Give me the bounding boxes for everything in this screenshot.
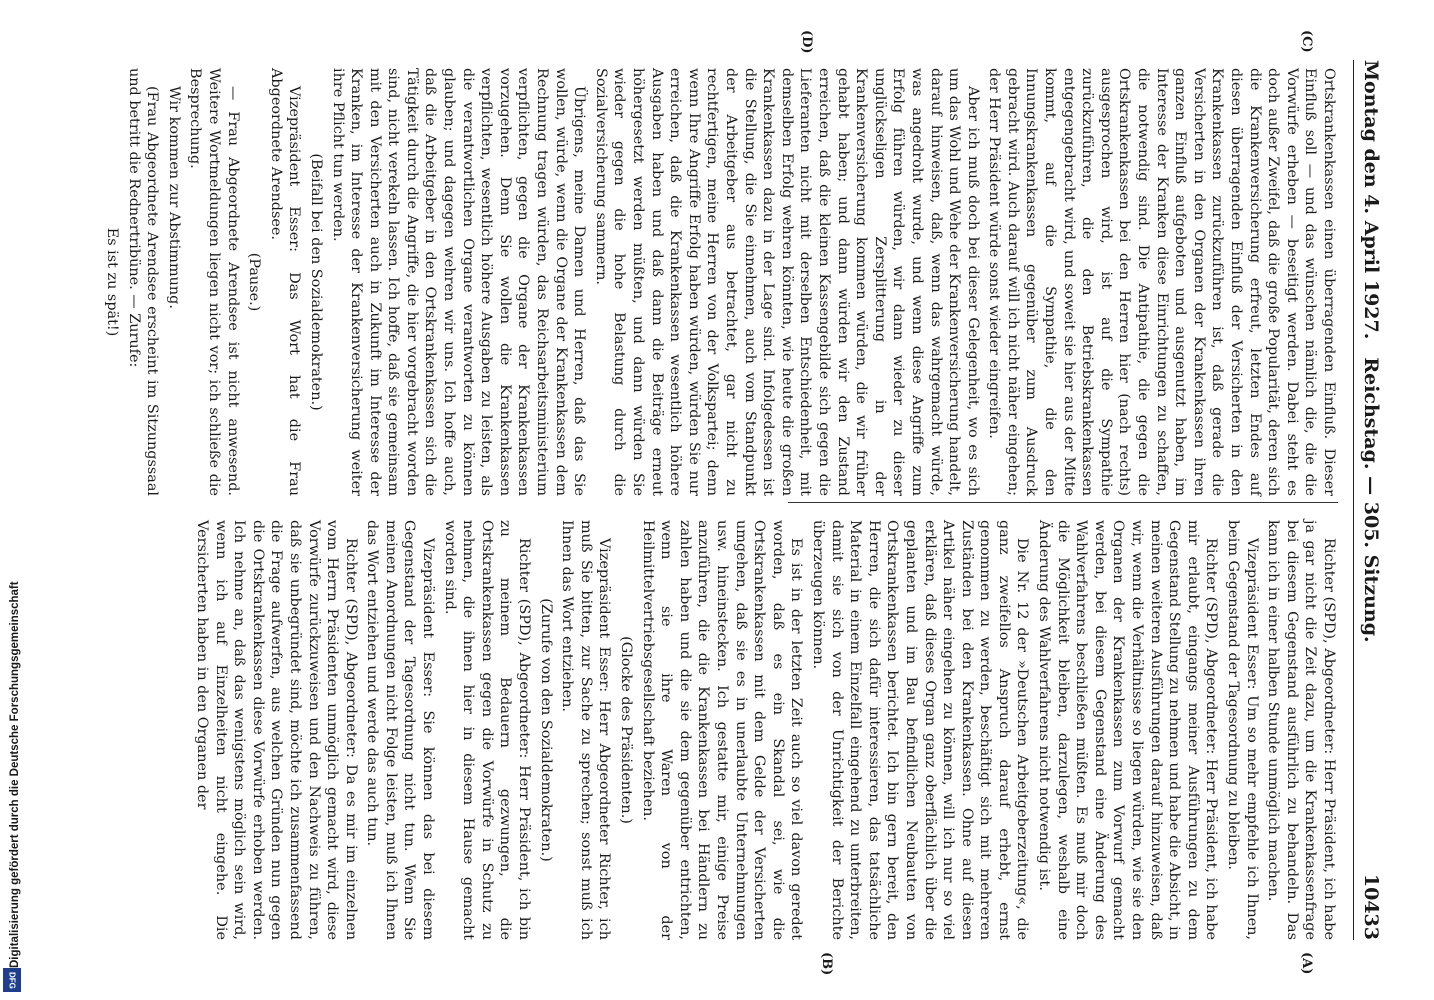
interjection: (Zurufe von den Sozialdemokraten.)	[537, 598, 554, 862]
paragraph: Richter (SPD), Abgeordneter: Da es mir im einzelnen vom Herrn Präsidenten unmöglich gemacht wird, diese Vorwürfe zurückzuweisen und den Nachweis zu führen, daß sie unbegründet sind, möchte ich zusammenfassend die Frage aufwerfen, aus welchen Gründen nun gegen die Ortskrankenkassen diese Vorwürfe erhoben werden. Ich nehme an, daß das wenigstens möglich sein wird, wenn ich auf Einzelheiten nicht eingehe. Die Versicherten haben in den Organen der	[193, 520, 359, 940]
column-left-text	[189, 520, 1338, 940]
margin-marker-a: (A)	[1299, 952, 1314, 975]
paragraph: Übrigens, meine Damen und Herren, daß das Sie wollen, würde, wenn die Organe der Krankenkassen dem Rechnung tragen würden, das Reichsarbeitsministerium verpflichten, gegen die Organe der Krankenkassen vorzugehen. Denn Sie wollen die Krankenkassen verpflichten, wesentlich höhere Ausgaben zu leisten, als die verantwortlichen Organe verantworten zu können glauben; und dagegen wehren wir uns. Ich hoffe auch, daß die Arbeitgeber in den Ortskrankenkassen sich die Tätigkeit durch die Angriffe, die hier vorgebracht worden sind, nicht verekeln lassen. Ich hoffe, daß sie gemeinsam mit den Versicherten auch in Zukunft im Interesse der Kranken, im Interesse der Krankenversicherung weiter ihre Pflicht tun werden.	[329, 68, 588, 496]
column-divider	[788, 502, 1338, 503]
header-page-right: 10433	[1360, 873, 1382, 940]
margin-marker-c: (C)	[1299, 30, 1314, 53]
interjection: (Pause.)	[246, 252, 263, 312]
digitization-note: Digitalisierung gefördert durch die Deutsche Forschungsgemeinschaft	[9, 581, 21, 968]
paragraph: Die Nr. 12 der »Deutschen Arbeitgeberzeitung«, die ganz zweifellos Anspruch darauf erhebt, ernst genommen zu werden, beschäftigt sich mit mehreren Zuständen bei den Krankenkassen. Ohne auf diesen Artikel näher eingehen zu können, will ich nur so viel erklären, daß dieses Organ ganz oberflächlich über die geplanten und im Bau befindlichen Neubauten von Ortskrankenkassen berichtet. Ich bin gern bereit, den Herren, die sich dafür interessieren, das tatsächliche Material in einem Einzelfall eingehend zu unterbreiten, damit sie sich von der Unrichtigkeit der Berichte überzeugen können.	[809, 520, 1031, 940]
paragraph: Ortskrankenkassen einen überragenden Einfluß. Dieser Einfluß soll — und das wünschen nämlich die, die die Vorwürfe erheben — beseitigt werden. Dabei steht es doch außer Zweifel, daß die große Popularität, deren sich die Krankenversicherung erfreut, letzten Endes auf diesen überragenden Einfluß der Versicherten in den Krankenkassen zurückzuführen ist, daß gerade die Versicherten in den Organen der Krankenkassen ihren ganzen Einfluß aufgeboten und ausgenutzt haben, im Interesse der Kranken diese Einrichtungen zu schaffen, die notwendig sind. Die Antipathie, die gegen die Ortskrankenkassen bei den Herren hier (nach rechts) ausgesprochen wird, ist auf die Sympathie zurückzuführen, die den Betriebskrankenkassen entgegengebracht wird, und soweit sie hier aus der Mitte kommt, auf die Sympathie, die den Innungskrankenkassen gegenüber zum Ausdruck gebracht wird. Auch darauf will ich nicht näher eingehen; der Herr Präsident würde sonst wieder eingreifen.	[986, 68, 1337, 496]
paragraph: Richter (SPD), Abgeordneter: Herr Präsident, ich habe ja gar nicht die Zeit dazu, um die Krankenkassenfrage bei diesem Gegenstand ausführlich zu behandeln. Das kann ich in einer halben Stunde unmöglich machen.	[1265, 520, 1337, 940]
paragraph: Vizepräsident Esser: Um so mehr empfehle ich Ihnen, beim Gegenstand der Tagesordnung zu bleiben.	[1225, 520, 1260, 940]
paragraph: Richter (SPD), Abgeordneter: Herr Präsident, ich bin zu meinem Bedauern gezwungen, die Ortskrankenkassen gegen die Vorwürfe in Schutz zu nehmen, die ihnen hier in diesem Hause gemacht worden sind.	[441, 520, 533, 940]
column-right-text	[99, 68, 1338, 496]
margin-marker-b: (B)	[819, 952, 834, 976]
paragraph: Vizepräsident Esser: Herr Abgeordneter Richter, ich muß Sie bitten, zur Sache zu sprechen; sonst muß ich Ihnen das Wort entziehen.	[559, 520, 613, 940]
dfg-logo-icon: DFG	[3, 968, 21, 992]
paragraph: Aber ich muß doch bei dieser Gelegenheit, wo es sich um das Wohl und Wehe der Krankenversicherung handelt, darauf hinweisen, daß, wenn das wahrgemacht würde, was angedroht wurde, und wenn diese Angriffe zum Erfolg führen würden, wir dann wieder zu dieser unglückseligen Zersplitterung in der Krankenversicherung kommen würden, die wir früher gehabt haben; und dann würden wir den Zustand erreichen, daß die kleinen Kassengebilde sich gegen die Lieferanten nicht mit derselben Entschiedenheit, mit demselben Erfolg wehren könnten, wie heute die großen Krankenkassen dazu in der Lage sind. Infolgedessen ist die Stellung, die Sie einnehmen, auch vom Standpunkt der Arbeitgeber aus betrachtet, gar nicht zu rechtfertigen, meine Herren von der Volkspartei; denn wenn Ihre Angriffe Erfolg haben würden, würden Sie nur erreichen, daß die Krankenkassen wesentlich höhere Ausgaben haben und daß dann die Beiträge erneut höhergesetzt werden müßten, und dann würden Sie wieder gegen die hohe Belastung durch die Sozialversicherung sammern.	[592, 68, 981, 496]
interjection: (Beifall bei den Sozialdemokraten.)	[307, 153, 324, 411]
header-page-number: Montag den 4. April 1927.	[1360, 60, 1382, 340]
page-header	[1353, 60, 1394, 940]
interjection: Es ist zu spät!)	[104, 227, 120, 337]
paragraph: Vizepräsident Esser: Sie können das bei diesem Gegenstand der Tagesordnung nicht tun. Wenn Sie meinen Anordnungen nicht Folge leisten, muß ich Ihnen das Wort entziehen und werde das auch tun.	[364, 520, 437, 940]
paragraph: Vizepräsident Esser: Das Wort hat die Frau Abgeordnete Arendsee.	[267, 68, 303, 496]
digitization-sidebar	[0, 0, 26, 1000]
margin-marker-d: (D)	[799, 30, 814, 54]
paragraph: (Frau Abgeordnete Arendsee erscheint im Sitzungssaal und betritt die Rednertribüne. — Zurufe:	[125, 68, 161, 496]
interjection: (Glocke des Präsidenten.)	[618, 636, 635, 824]
header-title: Reichstag. — 305. Sitzung.	[1360, 357, 1382, 643]
paragraph: Es ist in der letzten Zeit auch so viel davon geredet worden, daß es ein Skandal sei, wie die Ortskrankenkassen mit dem Gelde der Versicherten umgehen, daß sie es in unerlaubte Unternehmungen usw. hineinstecken. Ich gestatte mir, einige Preise anzuführen, die die Krankenkassen bei Händlern zu zahlen haben und die sie dem gegenüber entrichten, wenn sie ihre Waren von der Heilmittelvertriebsgesellschaft beziehen.	[639, 520, 805, 940]
paragraph: Wir kommen zur Abstimmung.	[165, 86, 182, 309]
paragraph: Richter (SPD), Abgeordneter: Herr Präsident, ich habe mir erlaubt, eingangs meiner Ausführungen zu dem Gegenstand Stellung zu nehmen und habe die Absicht, in meinen weiteren Ausführungen darauf hinzuweisen, daß wir, wenn die Verhältnisse so liegen würden, wie sie den Organen der Krankenkassen zum Vorwurf gemacht werden, bei diesem Gegenstand eine Änderung des Wahlverfahrens beschließen müßten. Es muß mir doch die Möglichkeit bleiben, darzulegen, weshalb eine Änderung des Wahlverfahrens nicht notwendig ist.	[1036, 520, 1220, 940]
paragraph: — Frau Abgeordnete Arendsee ist nicht anwesend. Weitere Wortmeldungen liegen nicht vor; ich schließe die Besprechung.	[187, 68, 241, 496]
